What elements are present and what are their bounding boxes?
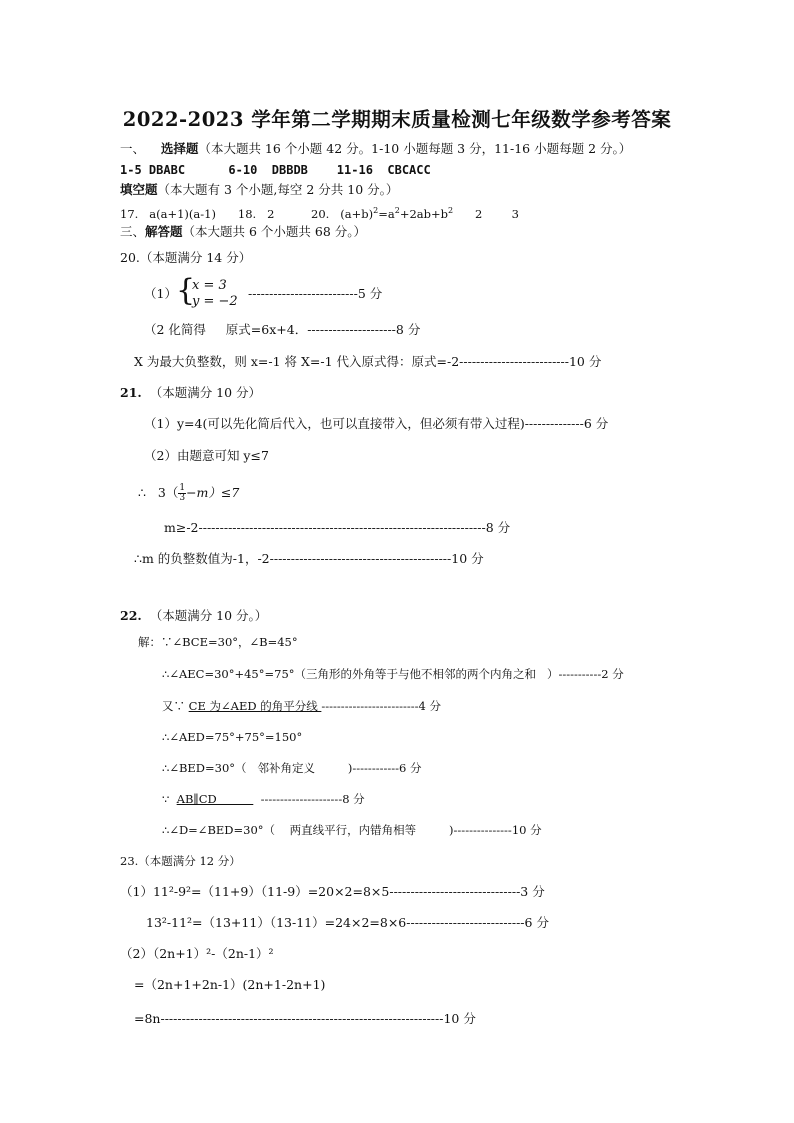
problem-22-line: 又∵ CE 为∠AED 的角平分线 -------------------------4 分 <box>162 699 441 713</box>
problem-23-line: 13²-11²=（13+11）（13-11）=24×2=8×6----------------------------6 分 <box>146 915 549 930</box>
section-fill-heading <box>120 182 398 198</box>
problem-number: 22. <box>120 608 142 623</box>
answer-18: 2 <box>267 206 275 221</box>
fill-answers <box>120 203 519 222</box>
answer-range: 6-10 <box>228 163 258 177</box>
answer-key: DBBDB <box>271 163 308 177</box>
problem-21-heading <box>120 385 261 401</box>
problem-21-answer: ∴m 的负整数值为-1，-2-------------------------------------------10 分 <box>134 551 484 566</box>
answer-value: 3 <box>511 206 519 221</box>
problem-20-part1-label: （1） <box>144 286 177 301</box>
brace-symbol: { <box>176 273 196 308</box>
answer-key: CBCACC <box>387 163 431 177</box>
problem-23-heading: 23.（本题满分 12 分） <box>120 854 241 868</box>
problem-number: 21. <box>120 385 142 400</box>
fraction-one-third: $\frac{1}{3}$ <box>179 483 186 503</box>
problem-21-part1: （1）y=4(可以先化简后代入，也可以直接带入，但必须有带入过程)--------------6 分 <box>144 416 609 431</box>
problem-22-line: ∴∠D=∠BED=30°（ 两直线平行，内错角相等 )---------------10 分 <box>162 823 542 837</box>
problem-23-line: （1）11²-9²=（11+9）（11-9）=20×2=8×5-------------------------------3 分 <box>120 884 545 899</box>
problem-note: （本题满分 10 分。） <box>149 608 268 623</box>
problem-22-line: ∴∠AEC=30°+45°=75°（三角形的外角等于与他不相邻的两个内角之和 ）-----------2 分 <box>162 667 624 681</box>
problem-22-line: ∴∠AED=75°+75°=150° <box>162 730 303 744</box>
problem-21-inequality: ∴ 3（ $\frac{1}{3}$ −m）≤7 <box>138 483 240 503</box>
problem-23-line: =8n-------------------------------------------------------------------10 分 <box>134 1011 476 1026</box>
problem-20-heading: 20.（本题满分 14 分） <box>120 250 252 265</box>
question-number: 20. <box>311 206 330 221</box>
problem-21-m-range: m≥-2--------------------------------------------------------------------8 分 <box>164 520 511 535</box>
problem-22-heading <box>120 608 267 624</box>
section-note: （本大题共 16 个小题 42 分。1-10 小题每题 3 分，11-16 小题每题 2 分。） <box>198 141 632 156</box>
problem-20-part2: （2 化简得 原式=6x+4．---------------------8 分 <box>144 322 421 337</box>
answer-range: 1-5 <box>120 163 142 177</box>
section-choice-heading <box>120 141 631 157</box>
problem-20-part2-result: X 为最大负整数，则 x=-1 将 X=-1 代入原式得：原式=-2--------------------------10 分 <box>134 354 602 369</box>
section-solve-heading <box>120 224 366 240</box>
section-title: 解答题 <box>145 224 183 239</box>
problem-21-part2: （2）由题意可知 y≤7 <box>144 448 269 463</box>
equation-x: x = 3 <box>192 278 227 293</box>
problem-23-line: =（2n+1+2n-1）(2n+1-2n+1) <box>134 977 326 992</box>
problem-23-line: （2）（2n+1）²-（2n-1）² <box>120 946 274 961</box>
section-title: 选择题 <box>160 141 199 156</box>
answer-value: 2 <box>475 206 483 221</box>
answer-17: a(a+1)(a-1) <box>149 206 216 221</box>
section-number: 一、 <box>120 141 146 156</box>
section-note: （本大题有 3 个小题,每空 2 分共 10 分。） <box>157 182 399 197</box>
answer-key: DBABC <box>148 163 186 177</box>
problem-22-line: 解：∵∠BCE=30°，∠B=45° <box>138 635 298 649</box>
problem-note: （本题满分 10 分） <box>149 385 262 400</box>
choice-answers <box>120 162 431 178</box>
equation-y: y = −2 <box>192 294 238 309</box>
problem-22-line: ∴∠BED=30°（ 邻补角定义 )------------6 分 <box>162 761 422 775</box>
question-number: 17. <box>120 206 139 221</box>
answer-range: 11-16 <box>336 163 373 177</box>
answer-20-expr: $(a+b)^2=a^2+2ab+b^2$ <box>340 206 454 221</box>
problem-22-line: ∵ AB∥CD ---------------------8 分 <box>162 792 365 806</box>
section-number: 三、 <box>120 224 146 239</box>
question-number: 18. <box>237 206 257 221</box>
section-title: 填空题 <box>120 182 158 197</box>
score-line: --------------------------5 分 <box>248 286 383 301</box>
section-note: （本大题共 6 个小题共 68 分。） <box>182 224 367 239</box>
page-title: 2022-2023 学年第二学期期末质量检测七年级数学参考答案 <box>122 108 672 131</box>
